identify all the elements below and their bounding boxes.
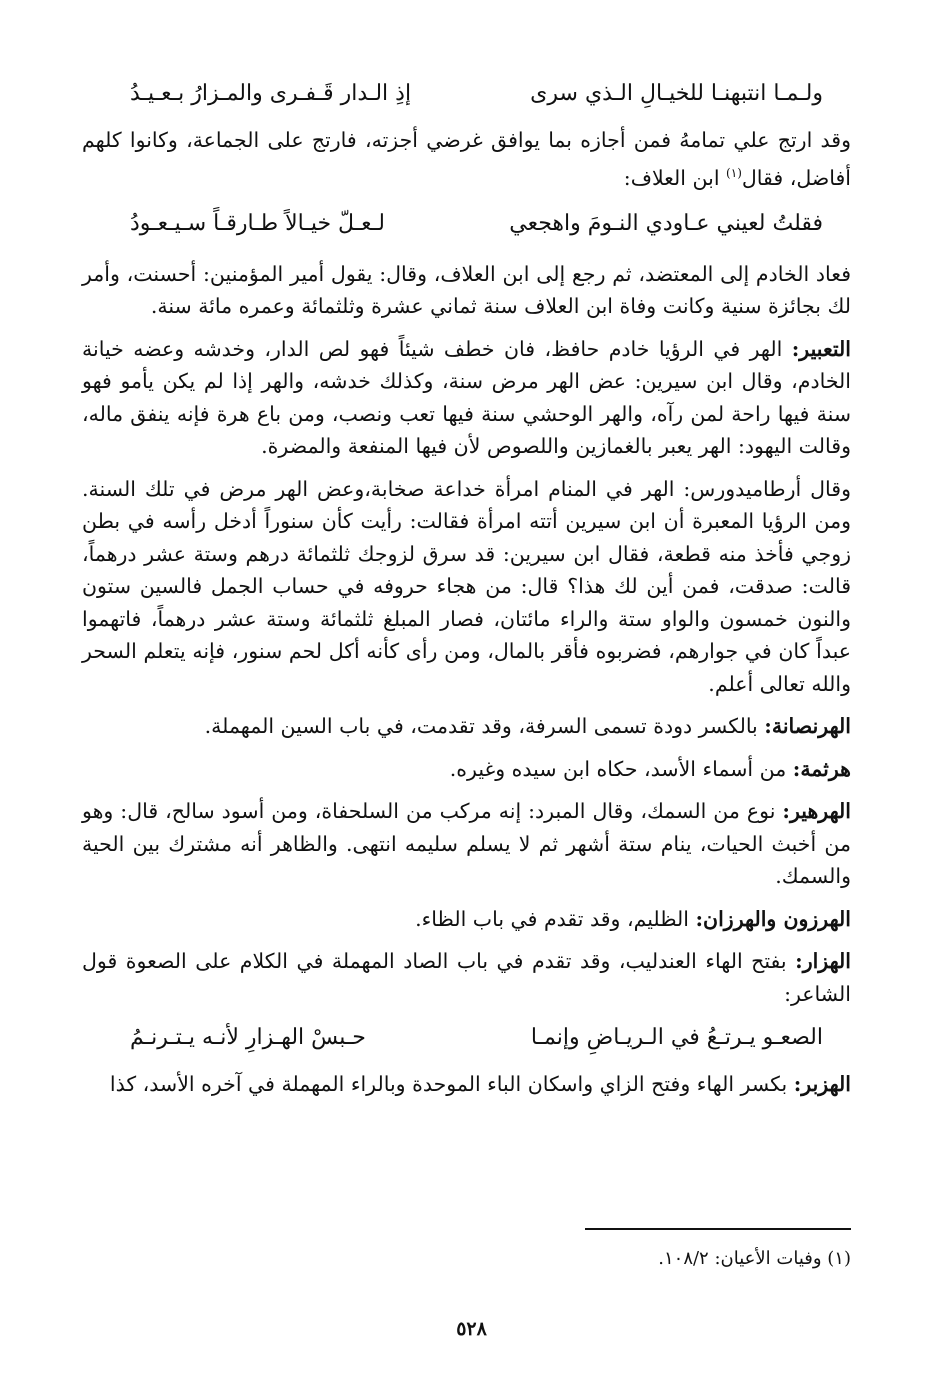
paragraph-10-lead: الهزبر: — [793, 1072, 851, 1097]
verse-3-hemistich-left: حـبسْ الهـزارِ لأنـه يـتـرنـمُ — [130, 1025, 366, 1051]
footnote-ref: (١) — [726, 165, 742, 180]
paragraph-1-end: ابن العلاف: — [623, 165, 727, 190]
paragraph-1-text: وقد ارتج علي تمامهُ فمن أجازه بما يوافق غرضي أجزته، فارتج على الجماعة، وكانوا كلهم أفاضل، فقال — [82, 128, 851, 190]
paragraph-8 — [82, 903, 851, 936]
paragraph-8-lead: الهرزون والهرزان: — [695, 906, 851, 931]
paragraph-3-text: الهر في الرؤيا خادم حافظ، فان خطف شيئاً فهو لص الدار، وخدشه وعضه خيانة الخادم، وقال ابن سيرين: عض الهر مرض سنة، وكذلك خدشه، والهر إذا لم يكن يأمو فهو سنة فيها راحة لمن رآه، والهر الوحشي سنة فيها تعب ونصب، ومن باع هرة فإنه ينفق ماله، وقالت اليهود: الهر يعبر بالغمازين واللصوص لأن فيها المنفعة والمضرة. — [82, 336, 851, 459]
verse-2 — [130, 204, 823, 248]
paragraph-3-lead: التعبير: — [791, 336, 851, 361]
paragraph-10 — [82, 1068, 851, 1101]
paragraph-10-text: بكسر الهاء وفتح الزاي واسكان الباء الموحدة وبالراء المهملة في آخره الأسد، كذا — [109, 1072, 794, 1097]
paragraph-7-lead: الهرهير: — [782, 799, 851, 824]
verse-1-hemistich-left: إذِ الـدار قَـفـرى والمـزارُ بـعـيـدُ — [130, 81, 412, 106]
paragraph-5-text: بالكسر دودة تسمى السرفة، وقد تقدمت، في باب السين المهملة. — [204, 714, 765, 739]
paragraph-6-text: من أسماء الأسد، حكاه ابن سيده وغيره. — [449, 756, 793, 781]
paragraph-7-text: نوع من السمك، وقال المبرد: إنه مركب من السلحفاة، ومن أسود سالح، قال: وهو من أخبث الحيات، ينام ستة أشهر ثم لا يسلم سليمه انتهى. والظاهر أنه مشترك بين الحية والسمك. — [82, 799, 851, 889]
footnote-separator — [585, 1228, 851, 1230]
verse-1-hemistich-right: ولـمـا انتبهنـا للخيـالِ الـذي سرى — [530, 81, 823, 106]
verse-3 — [130, 1018, 823, 1062]
verse-3-hemistich-right: الصعـو يـرتـعُ في الـريـاضِ وإنمـا — [530, 1025, 823, 1051]
page-number: ٥٢٨ — [456, 1318, 487, 1340]
paragraph-3 — [82, 333, 851, 463]
verse-1 — [130, 74, 823, 118]
paragraph-4: وقال أرطاميدورس: الهر في المنام امرأة خداعة صخابة،وعض الهر مرض في تلك السنة. ومن الرؤيا المعبرة أن ابن سيرين أتته امرأة فقالت: رأيت كأن سنوراً أدخل رأسه في بطن زوجي فأخذ منه قطعة، فقال ابن سيرين: قد سرق لزوجك ثلثمائة درهم وستة عشر درهماً، قالت: صدقت، فمن أين لك هذا؟ قال: من هجاء حروفه في حساب الجمل فالسين ستون والنون خمسون والواو ستة والراء مائتان، فصار المبلغ ثلثمائة وستة عشر درهماً، فاتهموا عبداً كان في جوارهم، فضربوه فأقر بالمال، ومن رأى كأنه أكل لحم سنور، فإنه يتعلم السحر والله تعالى أعلم. — [82, 476, 851, 696]
paragraph-5-lead: الهرنصانة: — [764, 714, 851, 739]
paragraph-7 — [82, 795, 851, 893]
paragraph-9-lead: الهزار: — [795, 949, 851, 974]
paragraph-6 — [82, 753, 851, 786]
verse-2-hemistich-left: لـعـلّ خيـالاً طـارقـاً سـيـعـودُ — [130, 210, 385, 236]
paragraph-1 — [82, 124, 851, 194]
footnote: (١) وفيات الأعيان: ١٠٨/٢. — [658, 1248, 851, 1269]
paragraph-6-lead: هرثمة: — [792, 756, 851, 781]
paragraph-9 — [82, 945, 851, 1010]
paragraph-5 — [82, 710, 851, 743]
paragraph-9-text: بفتح الهاء العندليب، وقد تقدم في باب الصاد المهملة في الكلام على الصعوة قول الشاعر: — [82, 949, 851, 1006]
verse-2-hemistich-right: فقلتُ لعيني عـاودي النـومَ واهجعي — [509, 210, 823, 236]
paragraph-8-text: الظليم، وقد تقدم في باب الظاء. — [415, 906, 696, 931]
paragraph-2: فعاد الخادم إلى المعتضد، ثم رجع إلى ابن العلاف، وقال: يقول أمير المؤمنين: أحسنت، وأمر لك بجائزة سنية وكانت وفاة ابن العلاف سنة ثماني عشرة وثلثمائة وعمره مائة سنة. — [82, 261, 851, 319]
